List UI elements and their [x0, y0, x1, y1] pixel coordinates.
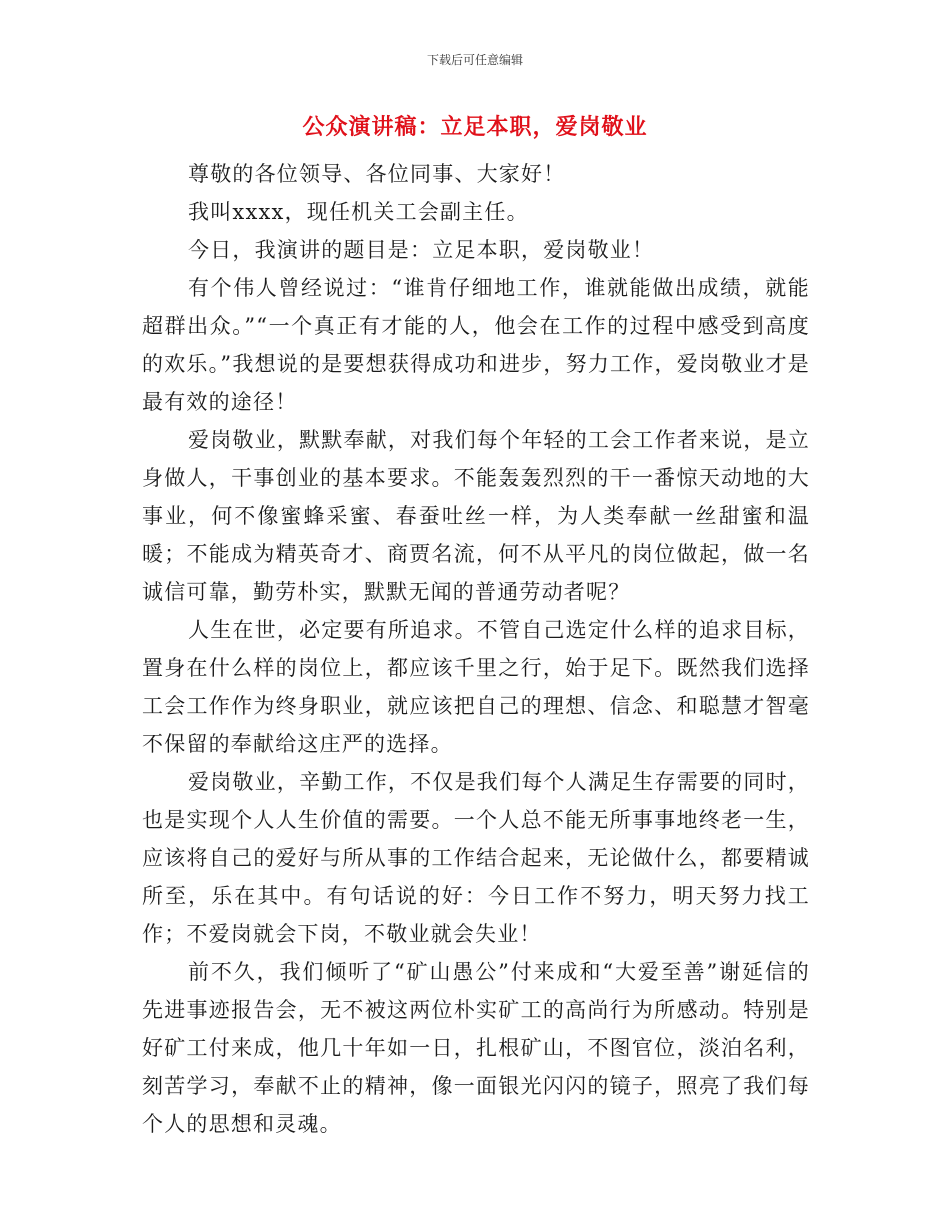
paragraph-dedication: 爱岗敬业，默默奉献，对我们每个年轻的工会工作者来说，是立身做人，干事创业的基本要求。不能轰轰烈烈的干一番惊天动地的大事业，何不像蜜蜂采蜜、春蚕吐丝一样，为人类奉献一丝甜蜜和温暖；不能成为精英奇才、商贾名流，何不从平凡的岗位做起，做一名诚信可靠，勤劳朴实，默默无闻的普通劳动者呢？ [142, 428, 810, 604]
paragraph-self-introduction: 我叫xxxx，现任机关工会副主任。 [188, 200, 529, 224]
paragraph-quote: 有个伟人曾经说过：“谁肯仔细地工作，谁就能做出成绩，就能超群出众。”“一个真正有才能的人，他会在工作的过程中感受到高度的欢乐。”我想说的是要想获得成功和进步，努力工作，爱岗敬业才是最有效的途径！ [142, 276, 810, 414]
paragraph-hard-work: 爱岗敬业，辛勤工作，不仅是我们每个人满足生存需要的同时，也是实现个人人生价值的需要。一个人总不能无所事事地终老一生，应该将自己的爱好与所从事的工作结合起来，无论做什么，都要精诚所至，乐在其中。有句话说的好：今日工作不努力，明天努力找工作；不爱岗就会下岗，不敬业就会失业！ [142, 770, 810, 946]
paragraph-pursuit: 人生在世，必定要有所追求。不管自己选定什么样的追求目标，置身在什么样的岗位上，都应该千里之行，始于足下。既然我们选择工会工作作为终身职业，就应该把自己的理想、信念、和聪慧才智毫不保留的奉献给这庄严的选择。 [142, 618, 810, 756]
page-header-note: 下载后可任意编辑 [426, 53, 523, 67]
paragraph-role-models: 前不久，我们倾听了“矿山愚公”付来成和“大爱至善”谢延信的先进事迹报告会，无不被这两位朴实矿工的高尚行为所感动。特别是好矿工付来成，他几十年如一日，扎根矿山，不图官位，淡泊名利，刻苦学习，奉献不止的精神，像一面银光闪闪的镜子，照亮了我们每个人的思想和灵魂。 [142, 960, 810, 1136]
paragraph-greeting: 尊敬的各位领导、各位同事、大家好！ [188, 162, 566, 186]
document-body [142, 155, 810, 1143]
paragraph-topic: 今日，我演讲的题目是：立足本职，爱岗敬业！ [188, 238, 655, 262]
document-title: 公众演讲稿：立足本职，爱岗敬业 [302, 114, 648, 140]
